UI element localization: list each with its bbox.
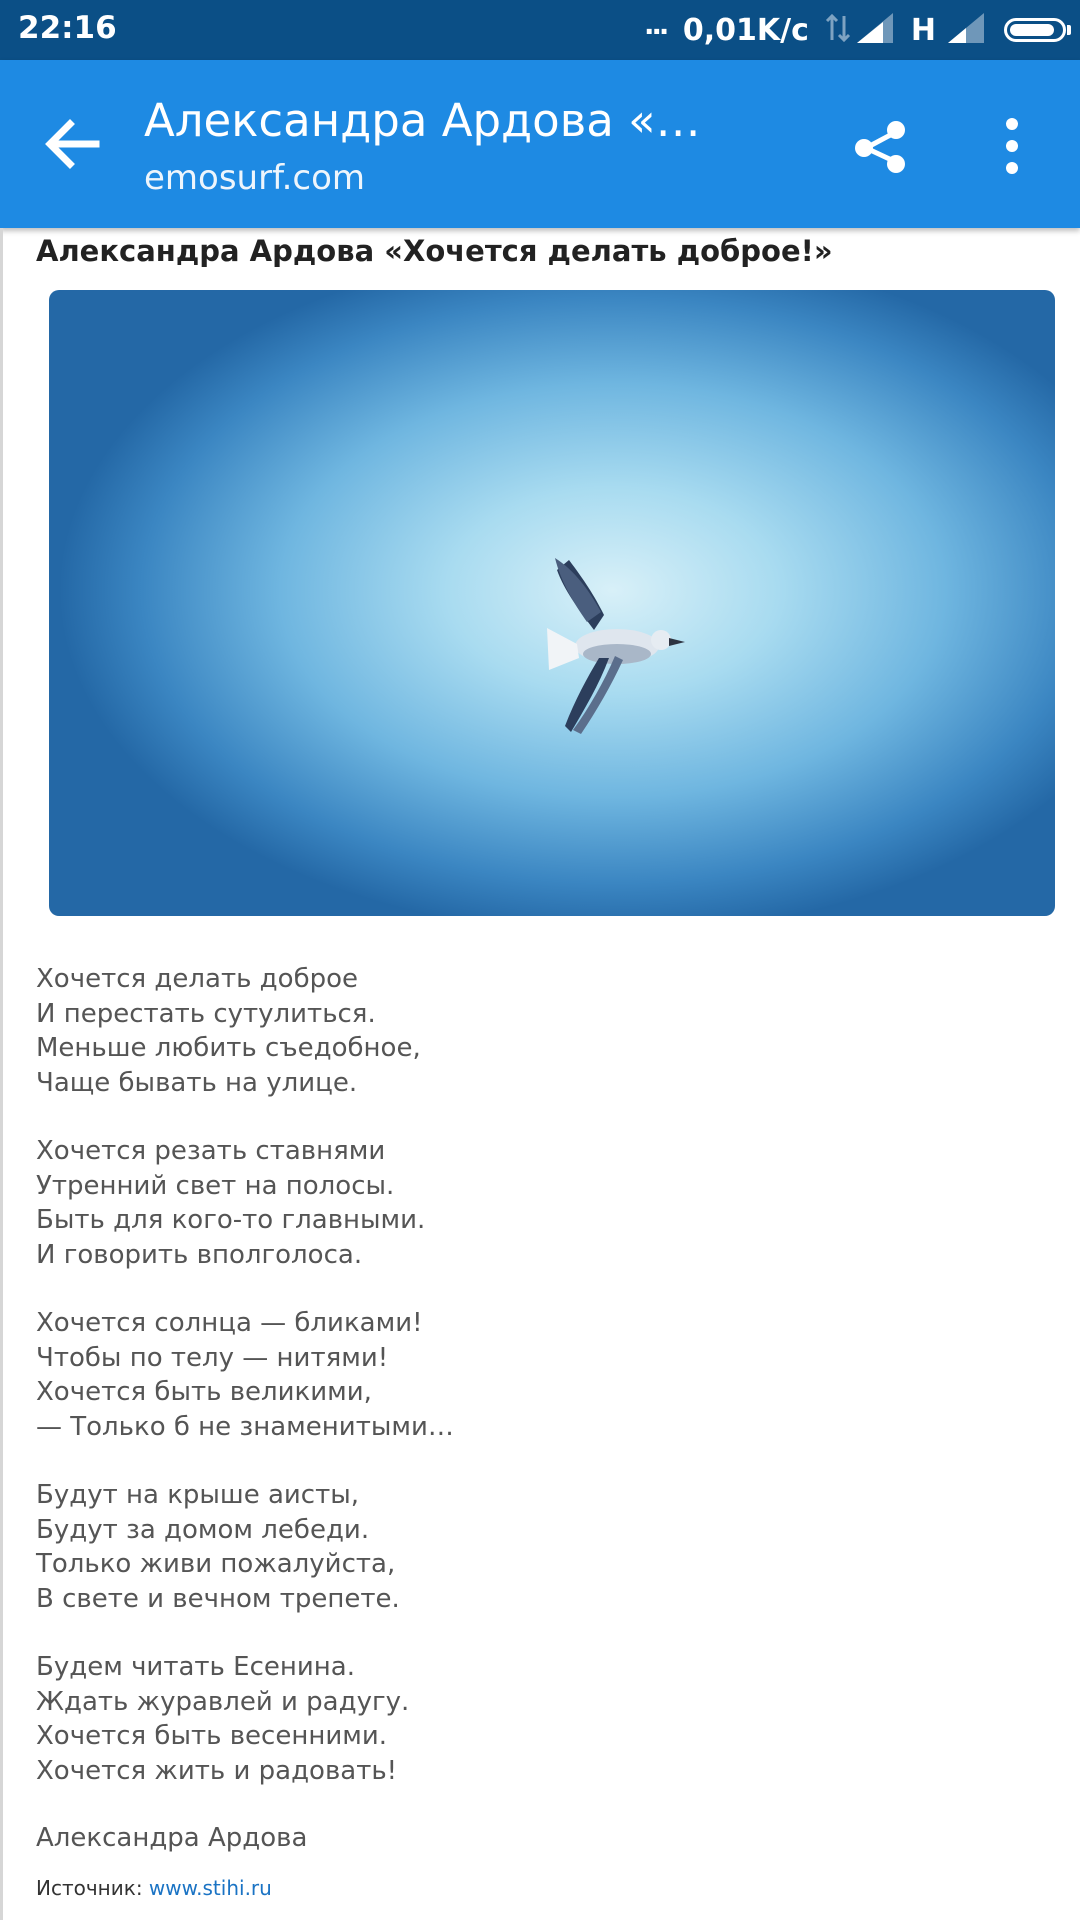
article-title: Александра Ардова «Хочется делать доброе!»	[36, 234, 833, 268]
poem-line: Быть для кого-то главными.	[36, 1205, 426, 1235]
article-image	[49, 290, 1055, 916]
battery-icon	[1004, 18, 1066, 42]
network-speed: 0,01K/c	[682, 12, 809, 48]
status-bar	[0, 0, 1080, 60]
app-bar	[0, 60, 1080, 228]
signal-strength-icon	[857, 13, 893, 48]
source-line	[36, 1876, 272, 1900]
stanza	[36, 1306, 1036, 1444]
back-button[interactable]	[40, 114, 104, 178]
poem-line: Чаще бывать на улице.	[36, 1067, 358, 1098]
network-type: H	[910, 12, 936, 48]
seagull-image	[49, 290, 1055, 916]
poem-line: Меньше любить съедобное,	[36, 1033, 421, 1063]
poem	[36, 962, 1036, 1822]
poem-line: Хочется делать доброе	[36, 964, 359, 994]
page-domain: emosurf.com	[144, 158, 365, 198]
poem-line: И перестать сутулиться.	[36, 998, 376, 1029]
stanza	[36, 1650, 1036, 1788]
article-content	[0, 228, 1080, 1920]
poem-line: Будут за домом лебеди.	[36, 1514, 370, 1545]
more-vert-icon	[980, 114, 1044, 178]
data-transfer-icon	[825, 12, 851, 49]
source-link[interactable]: www.stihi.ru	[148, 1876, 272, 1900]
poem-line: Будем читать Есенина.	[36, 1652, 355, 1682]
share-button[interactable]	[852, 114, 916, 178]
status-icons	[644, 3, 1066, 52]
stanza	[36, 962, 1036, 1100]
stanza	[36, 1478, 1036, 1616]
poem-line: Ждать журавлей и радугу.	[36, 1686, 410, 1717]
poem-line: Хочется быть весенними.	[36, 1721, 387, 1751]
poem-line: — Только б не знаменитыми…	[36, 1411, 454, 1442]
poem-line: И говорить вполголоса.	[36, 1239, 363, 1270]
status-time: 22:16	[18, 10, 117, 46]
poem-line: Чтобы по телу — нитями!	[36, 1342, 389, 1373]
poem-line: Хочется солнца — бликами!	[36, 1308, 423, 1338]
poem-line: Утренний свет на полосы.	[36, 1170, 395, 1201]
arrow-back-icon	[40, 114, 104, 178]
notification-dots: ...	[644, 3, 667, 42]
poem-line: Хочется жить и радовать!	[36, 1755, 398, 1786]
source-label: Источник:	[36, 1876, 143, 1900]
more-options-button[interactable]	[980, 114, 1044, 178]
poem-line: В свете и вечном трепете.	[36, 1583, 400, 1614]
poem-line: Хочется резать ставнями	[36, 1136, 386, 1166]
poem-line: Только живи пожалуйста,	[36, 1549, 396, 1579]
signal-strength-icon-2	[948, 13, 984, 48]
share-icon	[852, 114, 916, 178]
poem-line: Будут на крыше аисты,	[36, 1480, 360, 1510]
poem-author: Александра Ардова	[36, 1823, 308, 1853]
stanza	[36, 1134, 1036, 1272]
page-title: Александра Ардова «…	[144, 94, 701, 147]
poem-line: Хочется быть великими,	[36, 1377, 372, 1407]
